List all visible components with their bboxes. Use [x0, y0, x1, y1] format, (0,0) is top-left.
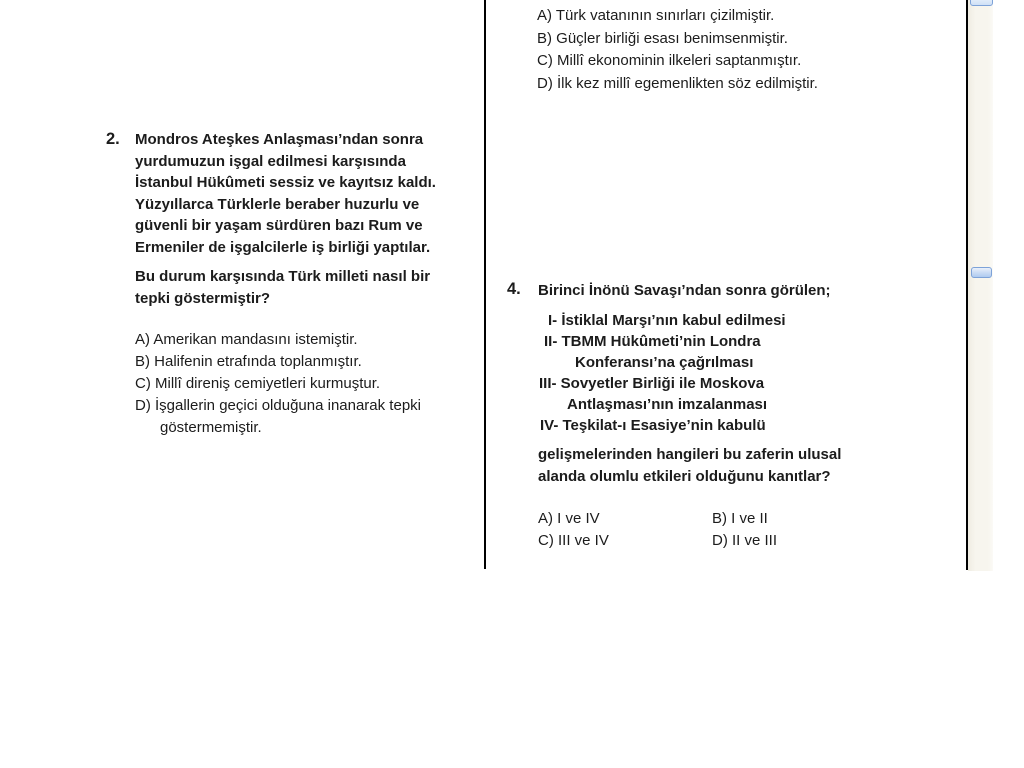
- question-4-option-d: D) II ve III: [712, 532, 778, 549]
- question-2-number: 2.: [106, 130, 120, 148]
- question-2-option-a: A) Amerikan mandasını istemiştir.: [135, 331, 358, 348]
- question-4-option-b: B) I ve II: [712, 510, 768, 527]
- vertical-scrollbar-thumb[interactable]: [971, 267, 992, 278]
- question-3-option-d: D) İlk kez millî egemenlikten söz edilmiştir.: [537, 74, 818, 92]
- question-4-roman-item-1: I- İstiklal Marşı’nın kabul edilmesi: [548, 312, 786, 329]
- question-2-option-b: B) Halifenin etrafında toplanmıştır.: [135, 353, 362, 370]
- question-4-option-c: C) III ve IV: [538, 532, 609, 549]
- question-4-intro: Birinci İnönü Savaşı’ndan sonra görülen;: [538, 282, 831, 299]
- question-4-roman-item-3: III- Sovyetler Birliği ile Moskova: [539, 375, 765, 392]
- question-3-option-b: B) Güçler birliği esası benimsenmiştir.: [537, 29, 788, 47]
- question-3-option-c: C) Millî ekonominin ilkeleri saptanmıştır.: [537, 52, 802, 69]
- question-2-options: [135, 329, 480, 439]
- scroll-up-button[interactable]: [970, 0, 993, 6]
- question-4-option-a: A) I ve IV: [538, 510, 600, 527]
- question-4-number: 4.: [507, 280, 521, 298]
- column-divider-rule: [484, 0, 486, 569]
- question-4-stem: gelişmelerinden hangileri bu zaferin ulusal alanda olumlu etkileri olduğunu kanıtlar?: [538, 446, 842, 485]
- question-2-option-d: D) İşgallerin geçici olduğuna inanarak tepki göstermemiştir.: [135, 397, 421, 436]
- question-4-roman-item-2: II- TBMM Hükûmeti’nin Londra: [544, 333, 761, 350]
- question-4-roman-item-2-cont: Konferansı’na çağrılması: [575, 354, 754, 371]
- question-4-roman-item-4: IV- Teşkilat-ı Esasiye’nin kabulü: [540, 417, 766, 434]
- question-2-body: Mondros Ateşkes Anlaşması’ndan sonra yurdumuzun işgal edilmesi karşısında İstanbul Hükûmeti sessiz ve kayıtsız kaldı. Yüzyıllarca Türklerle beraber huzurlu ve güvenli bir yaşam sürdüren bazı Rum ve Ermeniler de işgalcilerle iş birliği yaptılar.: [135, 131, 436, 256]
- vertical-scrollbar-track[interactable]: [968, 0, 993, 571]
- question-2-option-c: C) Millî direniş cemiyetleri kurmuştur.: [135, 375, 381, 392]
- question-2-stem: Bu durum karşısında Türk milleti nasıl bir tepki göstermiştir?: [135, 268, 431, 307]
- question-3-option-a: A) Türk vatanının sınırları çizilmiştir.: [537, 7, 775, 24]
- question-4-roman-item-3-cont: Antlaşması’nın imzalanması: [567, 396, 768, 413]
- question-3-options: [537, 5, 917, 95]
